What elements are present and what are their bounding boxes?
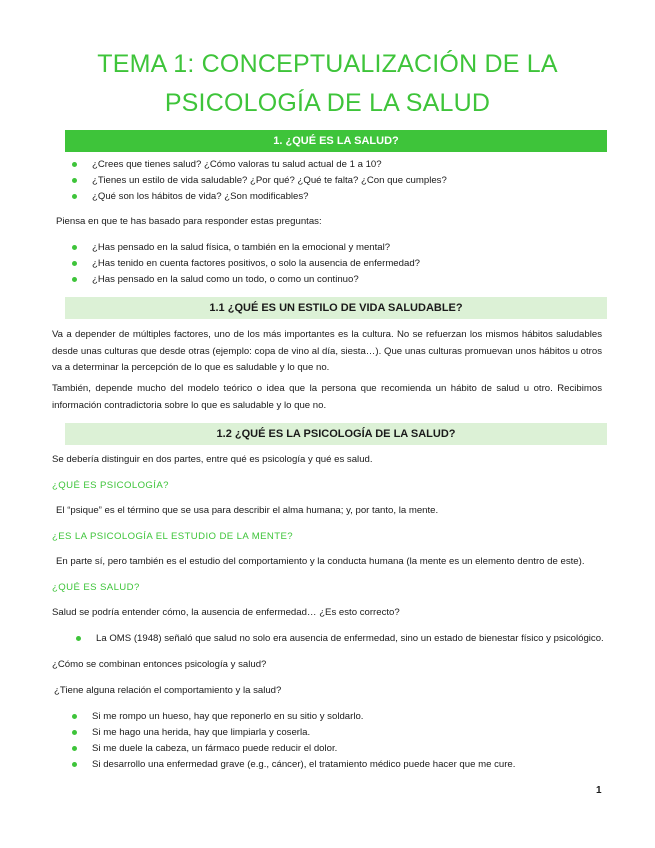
bullet-icon bbox=[72, 178, 77, 183]
document-title-line-1: TEMA 1: CONCEPTUALIZACIÓN DE LA bbox=[97, 50, 558, 78]
bullet-icon bbox=[72, 746, 77, 751]
question-text: ¿Tiene alguna relación el comportamiento y la salud? bbox=[54, 685, 282, 696]
section-1-2-intro: Se debería distinguir en dos partes, entre qué es psicología y qué es salud. bbox=[52, 454, 373, 465]
question-heading: ¿ES LA PSICOLOGÍA EL ESTUDIO DE LA MENTE? bbox=[52, 531, 294, 542]
section-1-heading: 1. ¿QUÉ ES LA SALUD? bbox=[65, 130, 607, 152]
question-heading: ¿QUÉ ES SALUD? bbox=[52, 582, 140, 593]
section-1-1-paragraph-2: También, depende mucho del modelo teórico o idea que la persona que recomienda un hábito de salud u otro. Recibimos información contradictoria sobre lo que es saludable y lo que no. bbox=[52, 383, 602, 411]
question-heading: ¿QUÉ ES PSICOLOGÍA? bbox=[52, 480, 169, 491]
bullet-icon bbox=[72, 714, 77, 719]
answer-text: Salud se podría entender cómo, la ausencia de enfermedad… ¿Es esto correcto? bbox=[52, 607, 400, 618]
question-text: ¿Cómo se combinan entonces psicología y salud? bbox=[52, 659, 267, 670]
bullet-icon bbox=[76, 636, 81, 641]
answer-text: En parte sí, pero también es el estudio del comportamiento y la conducta humana (la mente es un elemento dentro de este). bbox=[56, 556, 585, 567]
answer-text: El “psique” es el término que se usa para describir el alma humana; y, por tanto, la mente. bbox=[56, 505, 439, 516]
bullet-icon bbox=[72, 277, 77, 282]
document-page: TEMA 1: CONCEPTUALIZACIÓN DE LA PSICOLOGÍA DE LA SALUD 1. ¿QUÉ ES LA SALUD? ¿Crees que tienes salud? ¿Cómo valoras tu salud actual de 1 a 10? ¿Tienes un estilo de vida saludable? ¿Por qué? ¿Qué te falta? ¿Con que cumples? ¿Qué son los hábitos de vida? ¿Son modificables? Piensa en que te has basado para responder estas preguntas: ¿Has pensado en la salud física, o también en la emocional y mental? ¿Has tenido en cuenta factores positivos, o solo la ausencia de enfermedad? ¿Has pensado en la salud como un todo, o como un continuo? 1.1 ¿QUÉ ES UN ESTILO DE VIDA SALUDABLE? Va a depender de múltiples factores, uno de los más importantes es la cultura. No se refuerzan los mismos hábitos saludables desde unas culturas que desde otras (ejemplo: copa de vino al día, siesta…). Que unas culturas promuevan unos hábitos u otros va a determinar la percepción de lo que es saludable y lo que no. También, depende mucho del modelo teórico o idea que la persona que recomienda un hábito de salud u otro. Recibimos información contradictoria sobre lo que es saludable y lo que no. 1.2 ¿QUÉ ES LA PSICOLOGÍA DE LA SALUD? Se debería distinguir en dos partes, entre qué es psicología y qué es salud. ¿QUÉ ES PSICOLOGÍA? El “psique” es el término que se usa para describir el alma humana; y, por tanto, la mente. ¿ES LA PSICOLOGÍA EL ESTUDIO DE LA MENTE? En parte sí, pero también es el estudio del comportamiento y la conducta humana (la mente es un elemento dentro de este). ¿QUÉ ES SALUD? Salud se podría entender cómo, la ausencia de enfermedad… ¿Es esto correcto? La OMS (1948) señaló que salud no solo era ausencia de enfermedad, sino un estado de bienestar físico y psicológico. ¿Cómo se combinan entonces psicología y salud? ¿Tiene alguna relación el comportamiento y la salud? Si me rompo un hueso, hay que reponerlo en su sitio y soldarlo. Si me hago una herida, hay que limpiarla y coserla. Si me duele la cabeza, un fármaco puede reducir el dolor. Si desarrollo una enfermedad grave (e.g., cáncer), el tratamiento médico puede hacer que me cure. 1 bbox=[0, 0, 655, 848]
bullet-icon bbox=[72, 162, 77, 167]
document-title-line-2: PSICOLOGÍA DE LA SALUD bbox=[164, 89, 491, 117]
bullet-icon bbox=[72, 730, 77, 735]
section-1-prompt: Piensa en que te has basado para responder estas preguntas: bbox=[56, 216, 322, 227]
section-1-1-heading: 1.1 ¿QUÉ ES UN ESTILO DE VIDA SALUDABLE? bbox=[65, 297, 607, 319]
bullet-icon bbox=[72, 261, 77, 266]
bullet-icon bbox=[72, 762, 77, 767]
bullet-icon bbox=[72, 245, 77, 250]
section-1-2-heading: 1.2 ¿QUÉ ES LA PSICOLOGÍA DE LA SALUD? bbox=[65, 423, 607, 445]
bullet-icon bbox=[72, 194, 77, 199]
page-number: 1 bbox=[596, 785, 602, 796]
section-1-1-paragraph-1: Va a depender de múltiples factores, uno de los más importantes es la cultura. No se refuerzan los mismos hábitos saludables desde unas culturas que desde otras (ejemplo: copa de vino al día, siesta…). Que unas culturas promuevan unos hábitos u otros va a determinar la percepción de lo que es saludable y lo que no. bbox=[52, 329, 602, 373]
